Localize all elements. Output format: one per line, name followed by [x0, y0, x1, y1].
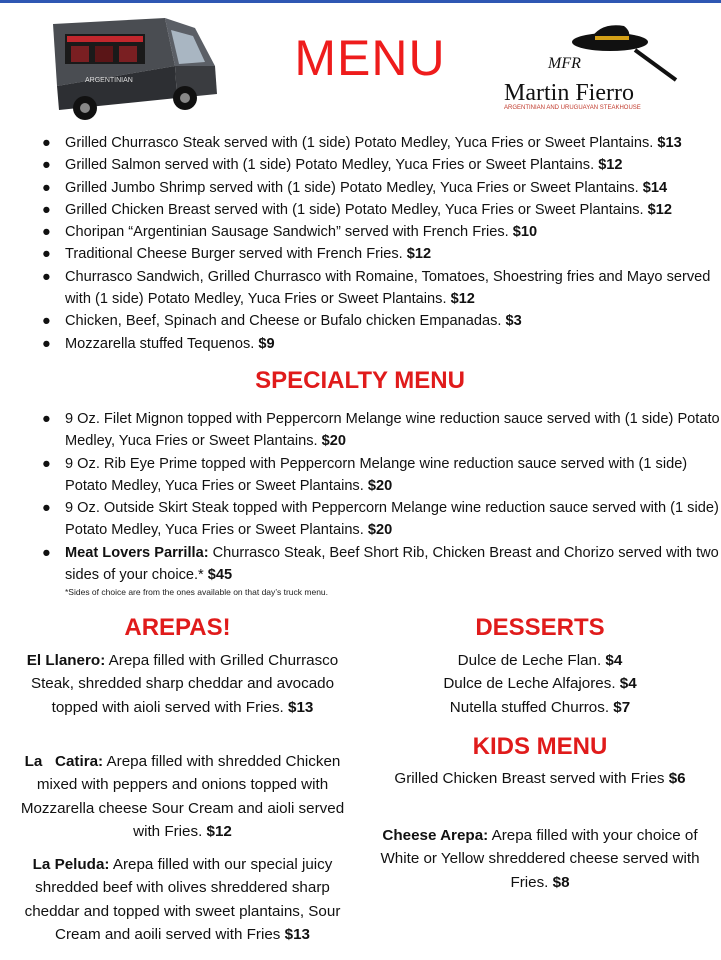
bullet: ●	[42, 313, 51, 330]
main-menu-list	[30, 132, 721, 355]
kids-item	[370, 767, 710, 790]
bullet: ●	[42, 268, 51, 285]
item-text: Grilled Chicken Breast served with Fries	[394, 770, 669, 787]
item-price: $20	[367, 477, 393, 494]
bullet: ●	[42, 500, 51, 517]
menu-item	[30, 266, 721, 311]
item-price: $6	[668, 770, 686, 787]
top-rule	[0, 0, 721, 3]
item-price: $9	[258, 335, 275, 352]
truck-text: ARGENTINIAN	[85, 77, 133, 84]
kids-menu-heading: KIDS MENU	[472, 733, 608, 760]
bullet: ●	[42, 455, 51, 472]
item-price: $7	[613, 698, 631, 716]
item-text: Churrasco Steak, Beef Short Rib, Chicken Breast and Chorizo served with two sides of your choice.*	[65, 544, 719, 584]
item-text: Grilled Jumbo Shrimp served with (1 side) Potato Medley, Yuca Fries or Sweet Plantains.	[65, 179, 643, 196]
item-text: 9 Oz. Outside Skirt Steak topped with Peppercorn Melange wine reduction sauce served with (1 side) Potato Medley, Yuca Fries or Sweet Plantains.	[65, 500, 719, 539]
menu-item	[30, 154, 721, 176]
item-text: Traditional Cheese Burger served with French Fries.	[65, 246, 407, 263]
menu-item	[30, 408, 721, 453]
item-name: La Catira:	[24, 753, 104, 770]
arepas-heading: AREPAS!	[124, 614, 231, 641]
bullet: ●	[42, 544, 51, 561]
item-name: La Peluda:	[32, 856, 110, 873]
arepa-item	[10, 649, 355, 719]
item-name: Meat Lovers Parrilla:	[65, 544, 209, 561]
dessert-item	[450, 699, 630, 716]
item-name: Cheese Arepa:	[382, 827, 489, 844]
bullet: ●	[42, 411, 51, 427]
item-text: Grilled Churrasco Steak served with (1 side) Potato Medley, Yuca Fries or Sweet Plantains.	[65, 135, 658, 151]
bullet: ●	[42, 179, 51, 196]
arepa-item	[10, 750, 355, 843]
martin-fierro-logo	[500, 20, 692, 110]
specialty-menu-list	[30, 408, 721, 586]
item-text: Grilled Salmon served with (1 side) Potato Medley, Yuca Fries or Sweet Plantains.	[65, 157, 599, 174]
item-text: Churrasco Sandwich, Grilled Churrasco with Romaine, Tomatoes, Shoestring fries and Mayo served with (1 side) Potato Medley, Yuca Fries or Sweet Plantains.	[65, 268, 711, 308]
item-text: Choripan “Argentinian Sausage Sandwich” served with French Fries.	[65, 224, 513, 241]
menu-item	[30, 221, 721, 243]
item-text: Mozzarella stuffed Tequenos.	[65, 335, 259, 352]
item-price: $13	[288, 698, 314, 716]
item-text: Arepa filled with Grilled Churrasco Steak, shredded sharp cheddar and avocado topped with aioli served with Fries.	[30, 652, 339, 716]
specialty-heading: SPECIALTY MENU	[255, 367, 465, 394]
dessert-item	[443, 675, 636, 692]
bullet: ●	[42, 335, 51, 352]
arepa-item	[10, 853, 355, 946]
menu-item	[30, 177, 721, 199]
dessert-item	[458, 652, 623, 669]
menu-item	[30, 497, 721, 542]
item-text: Grilled Chicken Breast served with (1 side) Potato Medley, Yuca Fries or Sweet Plantains.	[65, 201, 648, 218]
menu-item	[30, 310, 721, 332]
item-text: Dulce de Leche Alfajores.	[443, 675, 620, 693]
logo-tagline: ARGENTINIAN AND URUGUAYAN STEAKHOUSE	[504, 105, 641, 110]
menu-item	[30, 243, 721, 265]
menu-item	[30, 132, 721, 154]
food-truck-illustration	[45, 6, 220, 124]
item-price: $3	[505, 313, 522, 330]
menu-item	[30, 333, 721, 355]
item-price: $8	[552, 873, 570, 891]
logo-monogram: MFR	[548, 55, 581, 72]
item-price: $4	[605, 652, 623, 669]
item-text: 9 Oz. Filet Mignon topped with Peppercorn Melange wine reduction sauce served with (1 side) Potato Medley, Yuca Fries or Sweet Plantains.	[65, 411, 720, 450]
logo-name: Martin Fierro	[504, 80, 634, 106]
item-name: El Llanero:	[26, 652, 106, 669]
item-price: $20	[367, 522, 393, 539]
item-text: Dulce de Leche Flan.	[457, 652, 606, 669]
item-price: $13	[657, 135, 682, 151]
item-price: $14	[642, 179, 668, 196]
item-text: Chicken, Beef, Spinach and Cheese or Bufalo chicken Empanadas.	[65, 313, 506, 330]
item-text: Nutella stuffed Churros.	[449, 698, 614, 716]
bullet: ●	[42, 246, 51, 263]
bullet: ●	[42, 135, 51, 151]
item-price: $12	[406, 246, 432, 263]
item-text: 9 Oz. Rib Eye Prime topped with Peppercorn Melange wine reduction sauce served with (1 side) Potato Medley, Yuca Fries or Sweet Plantains.	[65, 455, 688, 494]
bullet: ●	[42, 224, 51, 241]
sides-footnote: *Sides of choice are from the ones available on that day’s truck menu.	[65, 587, 329, 597]
item-price: $12	[450, 291, 475, 308]
bullet: ●	[42, 157, 51, 174]
item-text: Arepa filled with shredded Chicken mixed with peppers and onions topped with Mozzarella cheese Sour Cream and aioli served with Fries.	[20, 753, 345, 840]
menu-item	[30, 199, 721, 221]
kids-item	[370, 824, 710, 894]
item-price: $20	[321, 433, 346, 450]
bullet: ●	[42, 201, 51, 218]
item-price: $12	[647, 201, 673, 218]
item-price: $45	[207, 567, 233, 584]
item-price: $12	[206, 822, 232, 840]
item-text: Arepa filled with your choice of White or Yellow shreddered cheese served with Fries.	[380, 827, 700, 891]
item-price: $13	[284, 925, 310, 943]
menu-item	[30, 542, 721, 587]
item-price: $10	[512, 224, 538, 241]
menu-item	[30, 453, 721, 498]
item-price: $4	[619, 675, 637, 693]
item-text: Arepa filled with our special juicy shredded beef with olives shreddered sharp cheddar and topped with sweet plantains, Sour Cream and aoili served with Fries	[24, 856, 341, 943]
item-price: $12	[598, 157, 623, 174]
desserts-heading: DESSERTS	[475, 614, 605, 641]
menu-title: MENU	[294, 30, 446, 86]
desserts-list	[395, 649, 685, 719]
